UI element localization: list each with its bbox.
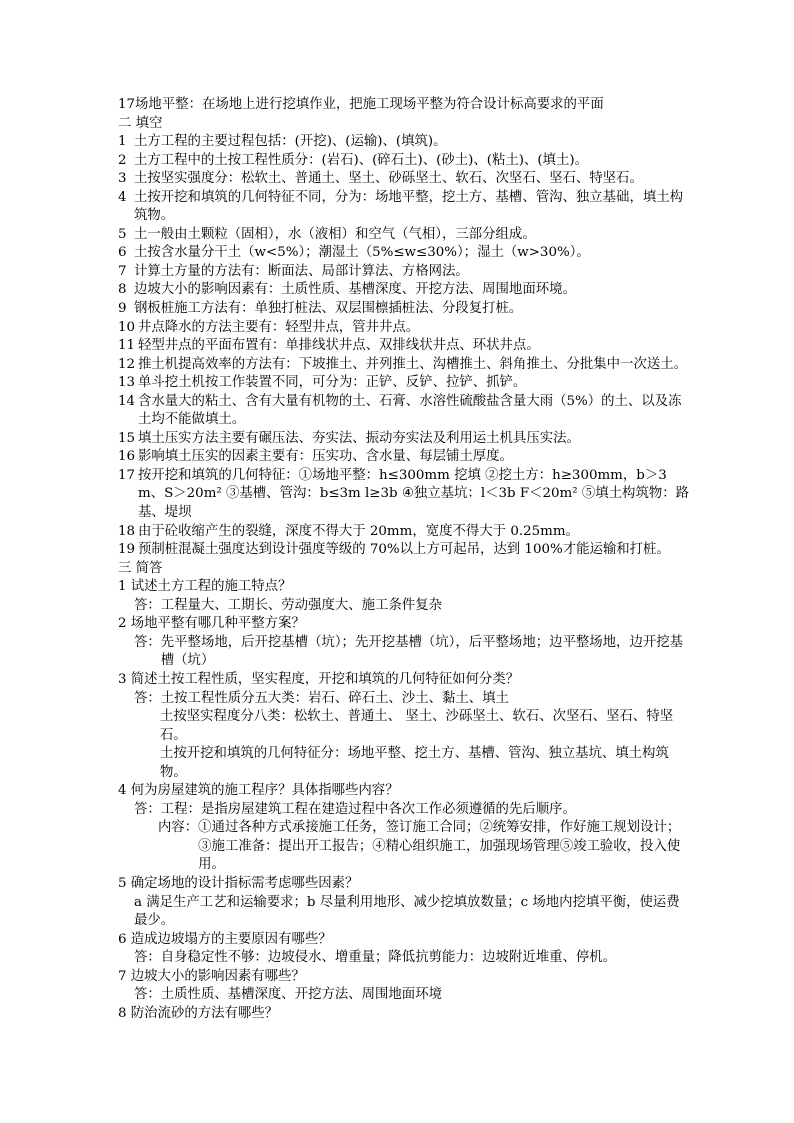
list-item: 16 影响填土压实的因素主要有：压实功、含水量、每层铺土厚度。 (118, 449, 513, 465)
list-item: 13 单斗挖土机按工作装置不同，可分为：正铲、反铲、拉铲、抓铲。 (118, 375, 527, 391)
answer-5: a 满足生产工艺和运输要求；b 尽量利用地形、减少挖填放数量；c 场地内挖填平衡，使运费最少。 (134, 894, 680, 929)
question-7: 7 边坡大小的影响因素有哪些？ (118, 968, 305, 984)
list-item: 12 推土机提高效率的方法有：下坡推土、并列推土、沟槽推土、斜角推土、分批集中一次送土。 (118, 356, 688, 372)
list-item: 11 轻型井点的平面布置有：单排线状井点、双排线状井点、环状井点。 (118, 338, 540, 354)
fill-in-list (118, 133, 690, 560)
section-fill-title: 二 填空 (118, 115, 163, 131)
question-6: 6 造成边坡塌方的主要原因有哪些？ (118, 931, 332, 947)
list-item: 5 土一般由土颗粒（固相），水（液相）和空气（气相），三部分组成。 (118, 226, 536, 242)
question-2: 2 场地平整有哪几种平整方案？ (118, 616, 305, 632)
list-item: 6 土按含水量分干土（w<5%）；潮湿土（5%≤w≤30%）；湿土（w>30%）。 (118, 245, 590, 261)
answer-3: 答： 土按工程性质分五大类：岩石、碎石土、沙土、黏土、填土 (134, 690, 509, 706)
question-1: 1 试述土方工程的施工特点？ (118, 579, 292, 595)
answer-3-part-3: 土按开挖和填筑的几何特征分：场地平整、挖土方、基槽、管沟、独立基坑、填土构筑物。 (160, 746, 669, 780)
list-item: 10 井点降水的方法主要有：轻型井点，管井井点。 (118, 319, 420, 335)
list-item: 1 土方工程的主要过程包括：(开挖)、(运输)、(填筑)。 (118, 134, 447, 150)
answer-6: 答： 自身稳定性不够：边坡侵水、增重量；降低抗剪能力：边坡附近堆重、停机。 (134, 950, 617, 966)
answer-1: 答： 工程量大、工期长、劳动强度大、施工条件复杂 (134, 597, 442, 613)
list-item: 3 土按坚实强度分：松软土、普通土、坚土、砂砾坚土、软石、次坚石、坚石、特坚石。 (118, 171, 643, 187)
list-item: 9 钢板桩施工方法有：单独打桩法、双层围檩插桩法、分段复打桩。 (118, 301, 523, 317)
intro-line: 17场地平整：在场地上进行挖填作业，把施工现场平整为符合设计标高要求的平面 (118, 97, 604, 112)
answer-2: 答： 先平整场地，后开挖基槽（坑）；先开挖基槽（坑），后平整场地；边平整场地，边开挖基槽（坑） (134, 634, 684, 669)
question-5: 5 确定场地的设计指标需考虑哪些因素？ (118, 875, 359, 891)
list-item: 2 土方工程中的土按工程性质分：(岩石)、(碎石土)、(砂土)、(粘土)、(填土)。 (118, 152, 588, 168)
answer-4: 答： 工程：是指房屋建筑工程在建造过程中各次工作必须遵循的先后顺序。 (134, 801, 576, 817)
list-item: 7 计算土方量的方法有：断面法、局部计算法、方格网法。 (118, 263, 469, 279)
question-4: 4 何为房屋建筑的施工程序？具体指哪些内容？ (118, 783, 399, 799)
short-answer-list (118, 578, 690, 1023)
answer-4-content: 内容： ①通过各种方式承接施工任务，签订施工合同；②统筹安排，作好施工规划设计；③施工准备：提出开工报告；④精心组织施工，加强现场管理⑤竣工验收，投入使用。 (158, 820, 681, 873)
list-item: 17 按开挖和填筑的几何特征：①场地平整：h≤300mm 挖填 ②挖土方：h≥300mm，b＞3m、S＞20m² ③基槽、管沟：b≤3m l≥3b ④独立基坑：l＜3b F＜20m² ⑤填土构筑物：路基、堤坝 (118, 467, 690, 521)
list-item: 19 预制桩混凝土强度达到设计强度等级的 70%以上方可起吊，达到 100%才能运输和打桩。 (118, 542, 670, 558)
answer-3-part-2: 土按坚实程度分八类：松软土、普通土、 坚土、沙砾坚土、软石、次坚石、坚石、特坚石。 (160, 709, 674, 743)
question-3: 3 简述土按工程性质，坚实程度，开挖和填筑的几何特征如何分类？ (118, 671, 520, 687)
document-page (118, 96, 690, 1023)
list-item: 14 含水量大的粘土、含有大量有机物的土、石膏、水溶性硫酸盐含量大雨（5%）的土、以及冻土均不能做填土。 (118, 393, 682, 428)
list-item: 18 由于砼收缩产生的裂缝，深度不得大于 20mm，宽度不得大于 0.25mm。 (118, 523, 579, 539)
list-item: 8 边坡大小的影响因素有：土质性质、基槽深度、开挖方法、周围地面环境。 (118, 282, 576, 298)
question-8: 8 防治流砂的方法有哪些？ (118, 1005, 279, 1021)
list-item: 4 土按开挖和填筑的几何特征不同，分为：场地平整，挖土方、基槽、管沟、独立基础，填土构筑物。 (118, 189, 684, 224)
section-short-answer-title: 三 简答 (118, 560, 163, 576)
list-item: 15 填土压实方法主要有碾压法、夯实法、振动夯实法及利用运土机具压实法。 (118, 430, 580, 446)
answer-7: 答： 土质性质、基槽深度、开挖方法、周围地面环境 (134, 987, 442, 1003)
